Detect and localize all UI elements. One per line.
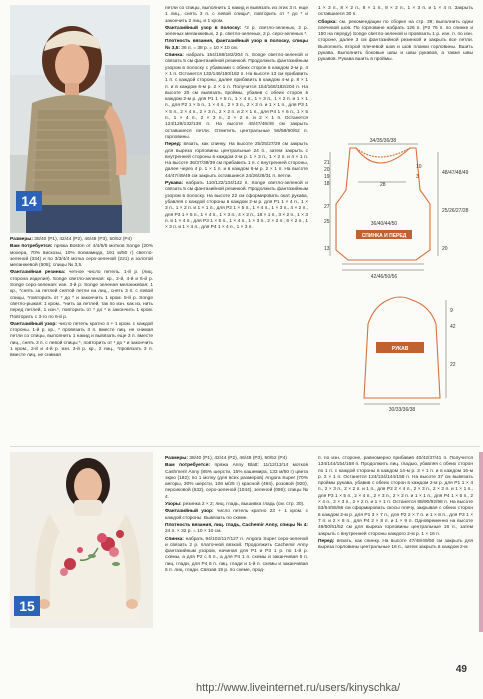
dim-left: 18 — [324, 181, 330, 187]
dim-left: 20 — [324, 167, 330, 173]
dim-right: 20 — [442, 246, 448, 252]
section-divider — [10, 446, 480, 447]
paragraph: петли со спицы, выполнить 1 накид и вывязать из этих 3 п. еще 1 лиц., снять 3 п. с левой спицы*, повторить от * до * и закончить 2 лиц. и 1 кром. — [165, 6, 308, 24]
dim-right: 9 — [450, 308, 453, 314]
dim-inner: 10 — [416, 164, 422, 170]
dim-inner: 3 — [416, 174, 419, 180]
dim-bottom: 42/46/50/56 — [370, 274, 398, 280]
paragraph: п. по изн. стороне, равномерно прибавив 40/42/37/41 п. Получится 134/144/154/168 п. Продолжить лиц. гладью, убавляя с обеих сторон по 1 п. с каждой стороны в каждом 14-м р. 3 × 1 п. и в каждом 16-м р. 2 × 1 п. Останется 124/134/144/158 п. На высоте 37 см вывязать проймы рукава, убавив с обеих сторон в каждом 2-м р. для P1 1 × 4 п., 2 × 3 п., 2 × 2 п. и 1 п., для P2 2 × 4 п., 2 × 3 п., 2 × 2 п. и 1 × 1 п., для P3 1 × 5 п., 2 × 4 п., 2 × 3 п., 2 × 2 п. и 1 × 1 п., для P4 1 × 5 п., 2 × 4 п., 2 × 3 п., 2 × 2 п. и 1 × 1 п. Останется 88/90/92/98 п. На высоте 53/54/55/56 см сформировать скосы плечу, закрывая с обеих сторон в каждом 2-м р. для P1 3 × 7 п., для P2 2 × 7 п. и 1 × 8 п., для P3 1 × 7 п. и 2 × 8 п., для P4 2 × 8 п. и 1 × 9 п. Одновременно на высоте 49/50/51/52 см для выреза горловины центральные 16 п., затем закрыть с внутренней стороны каждого 2-м р. 1 × 16 п. — [318, 456, 473, 537]
paragraph: Фантазийный узор: число петель кратно 4 + 1 кром. с каждой стороны. 1-й р. кр., * провязать 3 п. вместе лиц. не снимая петли со спицы, выполнить 1 накид и вывязать еще 3 п. вместе лиц., снять 3 п. с левой спицы *, повторить от * до * и закончить 1 кром., 2-й и 4-й р. изн. 3-й р. кр., 2 лиц., *провязать 3 п. вместе лиц. не снимая — [10, 321, 153, 359]
sleeve-schematic — [350, 294, 470, 412]
back-front-schematic — [318, 138, 478, 286]
dim-left: 19 — [324, 174, 330, 180]
model-14-text-col-3 — [318, 6, 473, 65]
dim-left: 21 — [324, 160, 330, 166]
model-14-text-col-2 — [165, 6, 308, 232]
paragraph: Рукава: набрать 110/122/134/142 п. Songe светло-зеленой и связать 5 см фантазийной резинкой. Продолжить фантазийным узором в полоску. На высоте 22 см сформировать окат рукава, убавляя с каждой стороны в каждом 2-м р. для Р1 1 × 4 п., 1 × 3 п., 1 × 2 п. и 1 × 1 п., для Р2 1 × 5 п., 1 × 4 п., 1 × 3 п., 4 × 2 п., для Р3 1 × 5 п., 1 × 4 п., 1 × 3 п., 4 × 2 п., 18 × 1 п., 3 × 2 п., 1 × 3 п. и 1 × 4 п., для Р3 1 × 5 п., 1 × 4 п., 1 × 3 п., 2 × 2 п., 6 × 2 п., 1 × 3 п. и 1 × 4 п., для Р4 1 × 4 п., 1 × 3 п. — [165, 181, 308, 231]
model-14-photo — [10, 5, 150, 233]
model-14-text-col-1 — [10, 237, 153, 361]
dim-waist: 36/40/44/50 — [370, 221, 398, 227]
diagram-label: СПИНКА И ПЕРЕД — [361, 233, 407, 239]
model-15-text-col-1 — [165, 456, 308, 575]
dim-right: 48/47/48/49 — [442, 170, 469, 176]
model-number-badge: 14 — [16, 191, 42, 211]
model-15-text-col-2 — [318, 456, 473, 552]
dim-left: 25 — [324, 219, 330, 225]
paragraph: Фантазийный узор: число петель кратно 23 + 1 кром. с каждой стороны. Вывязать по схеме. — [165, 509, 308, 521]
footer-url[interactable]: http://www.liveinternet.ru/users/kinyschka/ — [196, 682, 401, 694]
dim-right: 25/26/27/28 — [442, 208, 469, 214]
paragraph: Узоры: резинка 2 × 2; лиц. гладь, вышивка гладь (см. стр. 30). — [165, 502, 305, 508]
page-number: 49 — [455, 664, 467, 675]
paragraph: Фантазийная резинка: четное число петель. 1-й р. (лиц. сторона изделия). Songe светло-зеленая: кр., 2-й, 4-й и 6-й р. Songe серо-зеленая: изн. 3-й р. Songe зеленая меланжевая: 1 кр., *снять за петлей снятой петли на лиц., снять 3 п. с левой спицы, *повторить от * до * и закончить 1 кром. 5-й р. Songe светло-рыжая: 1 кром., *нить за петлей, так по изн. как из, нить перед петлей, 1 изн.*, повторить от * до * и закончить 1 кром. Повторить с 3-го по 6-й р. — [10, 270, 153, 320]
diagram-label: РУКАВ — [391, 346, 409, 352]
paragraph: Сборка: см. рекомендации по сборке на стр. 39; выполнить одни плечевой шов. По горловине набрать 126 п. (P2 76 п. по спинке и 150 на переду) Songe светло-зеленой и провязать 1 р. изн. п. по изн. стороне, далее 3 см фантазийной резинкой и закрыть все петли. Выполнить второй плечевой шов и шов планки горловины. Вшить рукава. Выполнить боковые швы и швы рукавов, а также швы рукавов. Рукава вшить в проймы. — [318, 19, 473, 63]
dim-left: 13 — [324, 246, 330, 252]
model-15-photo — [10, 452, 153, 628]
page-edge-stripe — [479, 452, 483, 632]
dim-right: 22 — [450, 362, 456, 368]
paragraph: Плотность вязания, лиц. гладь, Cachemir Anny, спицы № 4: 24 п. × 32 р. = 10 × 10 см. — [165, 522, 308, 535]
paragraph: Размеры: 38/40 (P1), 42/44 (P2), 46/48 (P3), 50/52 (P4) — [165, 456, 287, 461]
dim-right: 42 — [450, 324, 456, 330]
model-number-badge: 15 — [14, 596, 40, 616]
paragraph: 1 × 3 п., 8 × 2 п., 8 × 1 п., 8 × 2 п., 1 × 3 п. и 1 × 4 п. Закрыть оставшиеся 30 п. — [318, 6, 473, 18]
paragraph: Спинка: набрать 94/102/117/127 п. Angora Super серо-зеленой и связать 2 р. платочной вязкой. Продолжить Cachemir Anny фантазийным узором, начиная для P1 и P3 1 р. по 1-й р. схемы, а для P2 с 5 п., а для P4 1 п. схемы и заканчивая 5 п. лиц. глади, для P4 6 п. лиц. глади и 1-й п. схемы и заканчивая 6 п. лиц. глади. Связав 19 р. по схеме, прод- — [165, 536, 308, 574]
paragraph: Перед: вязать, как спинку. На высоте 25/25/27/29 см закрыть для выреза горловины центральные 24 п., затем закрыть с внутренней стороны в каждом 2-м р. 1 × 3 п., 1 × 2 п. и 4 × 1 п. На высоте 36/37/38/39 см прибавить 1 п. с внутренней стороны, далее через 4 р. 1 × 1 п. и в каждом 6-м р. 2 × 1 п. На высоте 44/47/49/49 см закрыть оставшиеся 24/26/28/31 п. петли. — [165, 142, 308, 179]
paragraph: Перед: вязать, как спинку. На высоте 47/48/49/50 см закрыть для выреза горловины центральные 16 п., затем закрыть в каждом 2-м — [318, 538, 473, 551]
dim-inner: 28 — [380, 182, 386, 188]
paragraph: Вам потребуется: пряжа Anny Blatt: 11/12/13/14 мотков Cashmerir Anny (85% шерсти, 15% кашемира, 133 м/50 г) цвета экрю (182); по 1 мотку (для всех размеров) Angora Super (70% ангоры, 30% шерсти, 106 м/25 г) красной (494), розовой (920), персиковой (632), серо-зеленой (1044), зеленой (086); спицы № 4. — [165, 463, 308, 500]
paragraph: Вам потребуется: пряжа Boston от 4/4/5/5 мотков Songe (20% мохера, 70% вискозы, 10% полиамида, 191 м/50 г) светло-зеленой (334) и по 3/3/4/4 мотка серо-зеленой (221) и золотой меланжевой (508); спицы № 3,5. — [10, 244, 153, 269]
paragraph: Размеры: 38/40 (P1), 42/44 (P2), 46/48 (P3), 50/52 (P4) — [10, 237, 132, 242]
dim-bottom: 30/33/36/38 — [388, 407, 416, 412]
dim-left: 27 — [324, 204, 330, 210]
dim-top: 34/35/36/38 — [369, 138, 397, 144]
paragraph: Плотность вязания, фантазийный узор в полоску, спицы № 3,5: 36 п. = 38 р. = 10 × 10 см. — [165, 39, 308, 51]
paragraph: Спинка: набрать 154/168/182/204 п. Songe светло-зеленой и связать 5 см фантазийной резинкой. Продолжить фантазийным узором в полоску с убавками с обеих сторон в каждом 2-м р. 4 × 1 п. Останется 132/146/160/182 п. На высоте 13 см прибавить 1 п. с каждой стороны, далее прибавить в каждом 4-м р. 8 × 1 п. и в каждом 6-м р. 2 × 1 п. Получится 154/168/182/204 п. На высоте 20 см вывязать проймы, убавив с обеих сторон в каждом 2-м р. для Р1 1 × 5 п., 1 × 4 п., 1 × 3 п., 1 × 2 п. и 1 × 1 п., для Р2 1 × 5 п., 1 × 4 п., 2 × 3 п., 2 × 2 п. и 1 × 1 п., для Р3 1 × 5 п., 2 × 4 п., 2 × 3 п., 2 × 2 п. и 2 × 1 п., для Р4 1 × 6 п., 1 × 5 п., 1 × 4 п., 2 × 3 п., 2 × 2 п. и 2 × 1 п. Останется 124/128/132/138 п. На высоте 46/47/48/49 см закрыть оставшиеся петли. Отметить центральные 56/58/60/62 п. горловины. — [165, 53, 308, 140]
paragraph: Фантазийный узор в полоску: *2 р. светло-зеленых, 2 р. зеленых меланжевых, 2 р. светло-зеленых, 2 р. серо-зеленых *. — [165, 25, 309, 38]
